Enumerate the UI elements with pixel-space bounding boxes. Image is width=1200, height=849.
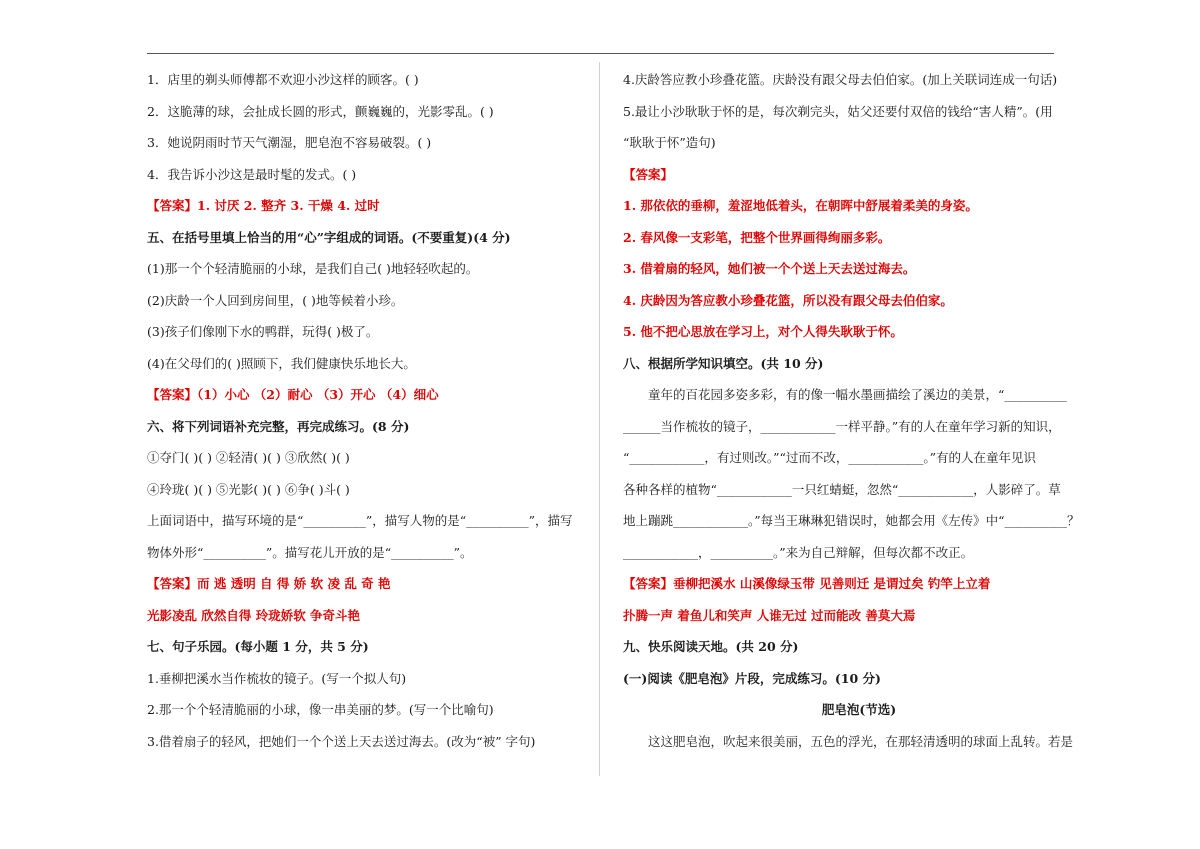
header-rule [147, 53, 1054, 54]
answer-line: 光影凌乱 欣然自得 玲珑娇软 争奇斗艳 [147, 607, 361, 623]
section-heading: (一)阅读《肥皂泡》片段，完成练习。(10 分) [623, 670, 881, 686]
text-line: (4)在父母们的( )照顾下，我们健康快乐地长大。 [147, 355, 416, 371]
text-line: 地上蹦跳____________。”每当王琳琳犯错误时，她都会用《左传》中“__________？ [623, 513, 1080, 528]
section-heading: 六、将下列词语补充完整，再完成练习。(8 分) [147, 418, 410, 434]
text-line: ____________，__________。”来为自己辩解，但每次都不改正。 [623, 544, 974, 560]
answer-line: 3. 借着扇的轻风，她们被一个个送上天去送过海去。 [623, 261, 916, 276]
text-line: 童年的百花园多姿多彩，有的像一幅水墨画描绘了溪边的美景，“__________ [648, 387, 1067, 402]
section-heading: 五、在括号里填上恰当的用“心”字组成的词语。(不要重复)(4 分) [147, 229, 511, 245]
text-line: (1)那一个个轻清脆丽的小球，是我们自己( )地轻轻吹起的。 [147, 261, 479, 276]
text-line: (3)孩子们像刚下水的鸭群，玩得( )极了。 [147, 324, 379, 339]
answer-line: 5. 他不把心思放在学习上，对个人得失耿耿于怀。 [623, 324, 903, 339]
text-line: 物体外形“__________”。描写花儿开放的是“__________”。 [147, 544, 473, 560]
answer-line: 1. 那依依的垂柳，羞涩地低着头，在朝晖中舒展着柔美的身姿。 [623, 198, 978, 213]
section-heading: 九、快乐阅读天地。(共 20 分) [623, 639, 799, 654]
text-line: “耿耿于怀”造句) [623, 135, 716, 150]
passage-title: 肥皂泡(节选) [821, 702, 897, 717]
text-line: 3.借着扇子的轻风，把她们一个个送上天去送过海去。(改为“被” 字句) [147, 733, 536, 749]
answer-line: 4. 庆龄因为答应教小珍叠花篮，所以没有跟父母去伯伯家。 [623, 292, 953, 308]
answer-line: 【答案】 [623, 166, 674, 182]
text-line: ______当作梳妆的镜子，____________一样平静。”有的人在童年学习新的知识， [623, 418, 1061, 434]
text-line: (2)庆龄一个人回到房间里，( )地等候着小珍。 [147, 292, 404, 308]
text-line: 4．我告诉小沙这是最时髦的发式。( ) [147, 166, 357, 182]
left-column [147, 71, 579, 764]
text-line: 2.那一个个轻清脆丽的小球，像一串美丽的梦。(写一个比喻句) [147, 702, 494, 717]
text-line: 1．店里的剃头师傅都不欢迎小沙这样的顾客。( ) [147, 72, 419, 87]
answer-line: 2. 春风像一支彩笔，把整个世界画得绚丽多彩。 [623, 229, 891, 245]
text-line: ④玲珑( )( ) ⑤光影( )( ) ⑥争( )斗( ) [147, 481, 350, 497]
answer-line: 【答案】而 逃 透明 自 得 娇 软 凌 乱 奇 艳 [147, 576, 391, 591]
text-line: ①夺门( )( ) ②轻清( )( ) ③欣然( )( ) [147, 450, 350, 465]
column-divider [599, 62, 600, 776]
text-line: 4.庆龄答应教小珍叠花篮。庆龄没有跟父母去伯伯家。(加上关联词连成一句话) [623, 72, 1058, 87]
text-line: 上面词语中，描写环境的是“__________”，描写人物的是“__________”，描写 [147, 513, 573, 528]
answer-line: 扑腾一声 着鱼儿和笑声 人谁无过 过而能改 善莫大焉 [623, 607, 916, 623]
text-line: 3．她说阴雨时节天气潮湿，肥皂泡不容易破裂。( ) [147, 135, 432, 150]
answer-line: 【答案】垂柳把溪水 山溪像绿玉带 见善则迁 是谓过矣 钓竿上立着 [623, 576, 991, 591]
text-line: 这这肥皂泡，吹起来很美丽，五色的浮光，在那轻清透明的球面上乱转。若是 [648, 733, 1074, 749]
section-heading: 八、根据所学知识填空。(共 10 分) [623, 355, 824, 371]
answer-line: 【答案】（1）小心 （2）耐心 （3）开心 （4）细心 [147, 387, 439, 402]
text-line: “____________，有过则改。”“过而不改，____________。”有的人在童年见识 [623, 450, 1037, 465]
answer-line: 【答案】1. 讨厌 2. 整齐 3. 干燥 4. 过时 [147, 198, 380, 213]
text-line: 5.最让小沙耿耿于怀的是，每次剃完头，姑父还要付双倍的钱给“害人精”。(用 [623, 103, 1053, 119]
text-line: 各种各样的植物“____________一只红蜻蜓，忽然“____________，人影碎了。草 [623, 481, 1061, 497]
section-heading: 七、句子乐园。(每小题 1 分，共 5 分) [147, 639, 369, 654]
right-column [623, 71, 1080, 764]
text-line: 1.垂柳把溪水当作梳妆的镜子。(写一个拟人句) [147, 670, 407, 686]
text-line: 2．这脆薄的球，会扯成长圆的形式，颤巍巍的，光影零乱。( ) [147, 103, 494, 119]
